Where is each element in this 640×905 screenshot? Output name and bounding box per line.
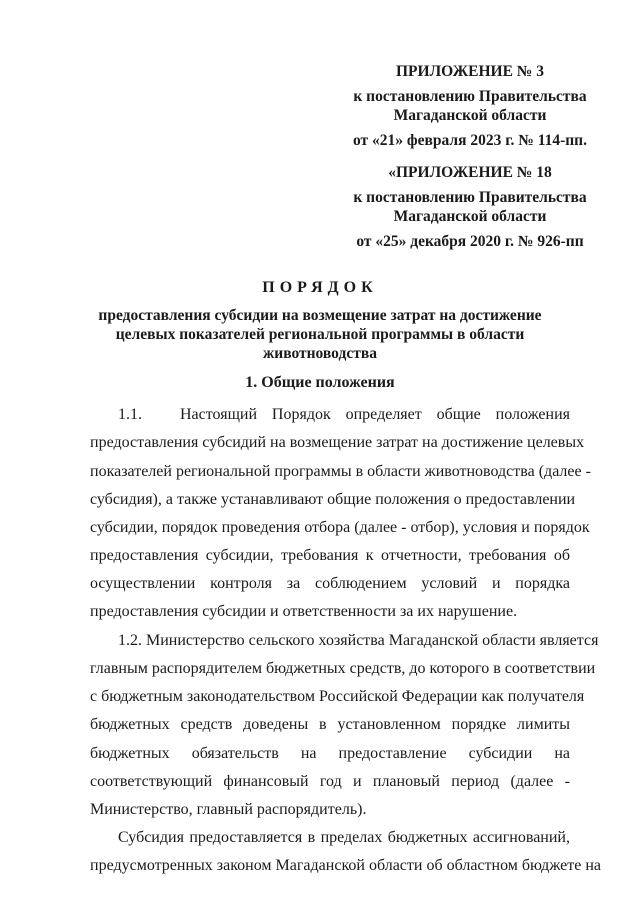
- paragraph-text-line: предусмотренных законом Магаданской области об областном бюджете на: [90, 857, 602, 874]
- paragraph-text-line: осуществлении контроля за соблюдением условий и порядка: [90, 575, 570, 592]
- paragraph-text-line: главным распорядителем бюджетных средств, до которого в соответствии: [90, 660, 596, 677]
- appendix-3-title: ПРИЛОЖЕНИЕ № 3: [396, 63, 544, 80]
- appendix-18-title: «ПРИЛОЖЕНИЕ № 18: [388, 164, 552, 181]
- paragraph-text-line: Субсидия предоставляется в пределах бюджетных ассигнований,: [118, 829, 570, 846]
- appendix-18-line1: к постановлению Правительства: [353, 189, 587, 206]
- appendix-3-header: [340, 62, 600, 150]
- paragraph-text-line: бюджетных средств доведены в установленном порядке лимиты: [90, 716, 570, 733]
- document-subtitle: [90, 306, 550, 363]
- paragraph-text-line: субсидия), а также устанавливают общие положения о предоставлении: [90, 491, 576, 508]
- section-heading: 1. Общие положения: [245, 374, 395, 391]
- appendix-3-line2: Магаданской области: [393, 107, 547, 124]
- appendix-3-line1: к постановлению Правительства: [353, 88, 587, 105]
- subtitle-line: целевых показателей региональной программы в области: [115, 326, 525, 343]
- paragraph-text-line: 1.2. Министерство сельского хозяйства Магаданской области является: [118, 632, 599, 649]
- appendix-18-line2: Магаданской области: [393, 208, 547, 225]
- paragraph-text-line: бюджетных обязательств на предоставление субсидии на: [90, 745, 570, 762]
- appendix-3-date: от «21» февраля 2023 г. № 114-пп.: [352, 132, 587, 149]
- paragraph-text-line: с бюджетным законодательством Российской Федерации как получателя: [90, 688, 585, 705]
- paragraph-text-line: Настоящий Порядок определяет общие положения: [180, 406, 570, 423]
- subtitle-line: предоставления субсидии на возмещение затрат на достижение: [98, 307, 542, 324]
- paragraph-text-line: предоставления субсидии и ответственности за их нарушение.: [90, 603, 518, 620]
- document-title: ПОРЯДОК: [262, 279, 378, 296]
- paragraph-text-line: Министерство, главный распорядитель).: [90, 801, 367, 818]
- paragraph-text-line: предоставления субсидий на возмещение затрат на достижение целевых: [90, 434, 585, 451]
- paragraph-text-line: показателей региональной программы в области животноводства (далее -: [90, 463, 591, 480]
- paragraph-text-line: субсидии, порядок проведения отбора (далее - отбор), условия и порядок: [90, 519, 590, 536]
- paragraph-number: 1.1.: [118, 406, 142, 423]
- paragraph-text-line: соответствующий финансовый год и плановый период (далее -: [90, 773, 570, 790]
- paragraph-text-line: предоставления субсидии, требования к отчетности, требования об: [90, 547, 570, 564]
- appendix-18-header: [340, 163, 600, 251]
- subtitle-line: животноводства: [263, 345, 377, 362]
- paragraph-1-1-first-line: [118, 404, 570, 426]
- appendix-18-date: от «25» декабря 2020 г. № 926-пп: [356, 233, 584, 250]
